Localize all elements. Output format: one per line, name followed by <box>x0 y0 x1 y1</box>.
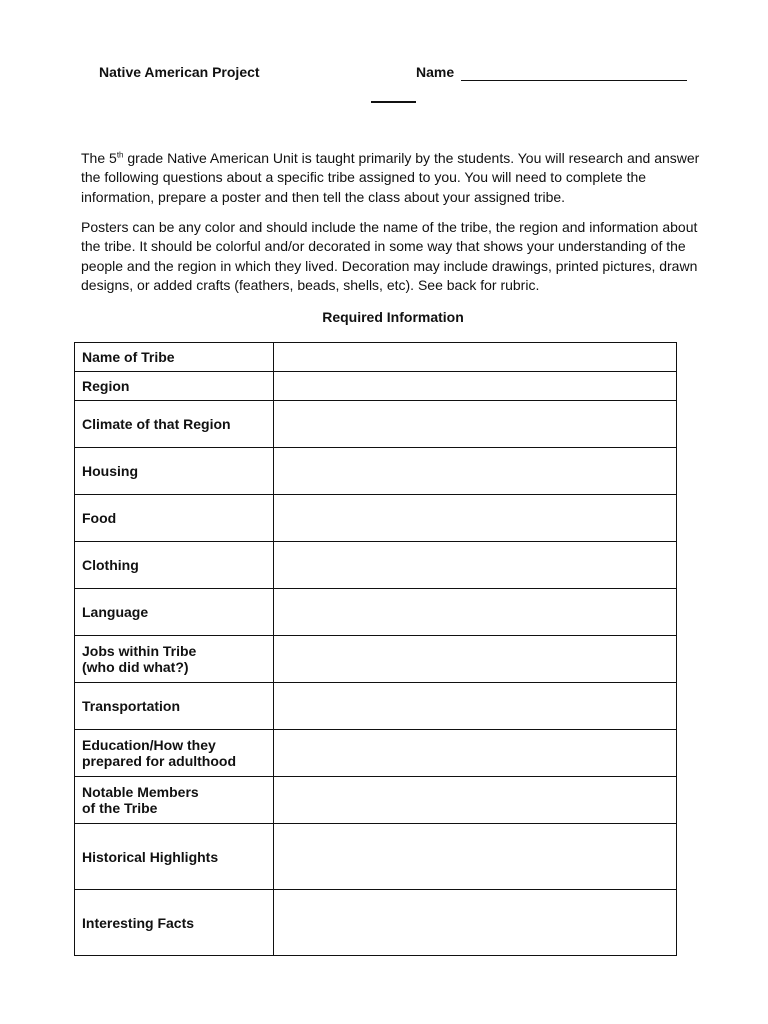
table-row <box>75 448 677 495</box>
row-label: Clothing <box>75 542 274 589</box>
row-answer-cell[interactable] <box>274 448 677 495</box>
row-answer-cell[interactable] <box>274 636 677 683</box>
row-answer-cell[interactable] <box>274 730 677 777</box>
intro-text-rest: grade Native American Unit is taught primarily by the students. You will research and answer the following questions about a specific tribe assigned to you. You will need to complete the information, prepare a poster and then tell the class about your assigned tribe. <box>81 150 700 205</box>
row-label: Interesting Facts <box>75 890 274 956</box>
row-answer-cell[interactable] <box>274 401 677 448</box>
row-answer-cell[interactable] <box>274 777 677 824</box>
intro-paragraph-1 <box>81 149 711 207</box>
row-label: Jobs within Tribe (who did what?) <box>75 636 274 683</box>
table-row <box>75 777 677 824</box>
table-row <box>75 495 677 542</box>
project-title: Native American Project <box>99 64 260 80</box>
row-label: Housing <box>75 448 274 495</box>
row-label: Transportation <box>75 683 274 730</box>
row-answer-cell[interactable] <box>274 824 677 890</box>
row-answer-cell[interactable] <box>274 890 677 956</box>
table-row <box>75 890 677 956</box>
table-row <box>75 343 677 372</box>
table-row <box>75 730 677 777</box>
table-row <box>75 589 677 636</box>
row-label: Food <box>75 495 274 542</box>
row-label: Notable Members of the Tribe <box>75 777 274 824</box>
name-label: Name <box>416 64 455 80</box>
row-label: Education/How they prepared for adulthood <box>75 730 274 777</box>
intro-text-start: The 5 <box>81 150 117 166</box>
table-row <box>75 401 677 448</box>
section-heading: Required Information <box>322 309 464 325</box>
required-info-table <box>74 342 677 956</box>
row-label: Name of Tribe <box>75 343 274 372</box>
ordinal-superscript: th <box>116 150 124 160</box>
row-label: Historical Highlights <box>75 824 274 890</box>
table-row <box>75 636 677 683</box>
intro-paragraph-2: Posters can be any color and should include the name of the tribe, the region and information about the tribe. It should be colorful and/or decorated in some way that shows your understanding of the people and the region in which they lived. Decoration may include drawings, printed pictures, drawn designs, or added crafts (feathers, beads, shells, etc). See back for rubric. <box>81 219 698 293</box>
table-row <box>75 542 677 589</box>
row-label: Climate of that Region <box>75 401 274 448</box>
row-answer-cell[interactable] <box>274 542 677 589</box>
name-blank-line[interactable] <box>461 80 687 81</box>
row-answer-cell[interactable] <box>274 589 677 636</box>
table-row <box>75 683 677 730</box>
table-row <box>75 372 677 401</box>
row-label: Region <box>75 372 274 401</box>
row-answer-cell[interactable] <box>274 495 677 542</box>
row-answer-cell[interactable] <box>274 683 677 730</box>
row-answer-cell[interactable] <box>274 372 677 401</box>
name-blank-line-continuation <box>371 101 416 103</box>
row-answer-cell[interactable] <box>274 343 677 372</box>
row-label: Language <box>75 589 274 636</box>
table-row <box>75 824 677 890</box>
